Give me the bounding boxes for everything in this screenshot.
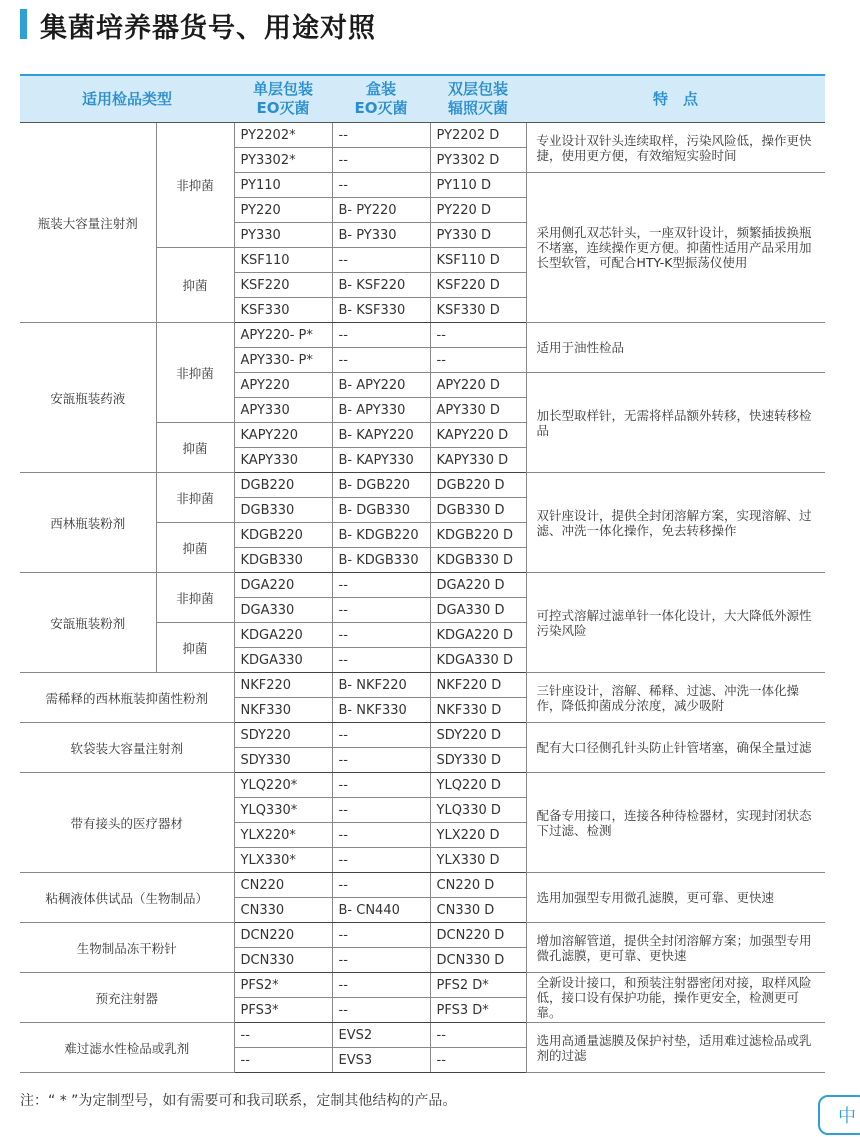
double-irradiation-cell: PY2202 D xyxy=(430,123,526,148)
double-irradiation-cell: DGA220 D xyxy=(430,573,526,598)
single-eo-cell: KAPY220 xyxy=(234,423,332,448)
single-eo-cell: PY2202* xyxy=(234,123,332,148)
page-title: 集菌培养器货号、用途对照 xyxy=(40,13,376,44)
table-row xyxy=(20,123,825,148)
box-eo-cell: B- KSF220 xyxy=(332,273,430,298)
feature-cell: 专业设计双针头连续取样，污染风险低，操作更快捷，使用更方便，有效缩短实验时间 xyxy=(526,123,825,173)
subtype-cell: 非抑菌 xyxy=(156,473,234,523)
double-irradiation-cell: PFS2 D* xyxy=(430,973,526,998)
category-cell: 安瓿瓶装药液 xyxy=(20,323,156,473)
double-irradiation-cell: KDGB330 D xyxy=(430,548,526,573)
box-eo-cell: B- DGB220 xyxy=(332,473,430,498)
feature-cell: 配备专用接口，连接各种待检器材，实现封闭状态下过滤、检测 xyxy=(526,773,825,873)
box-eo-cell: -- xyxy=(332,823,430,848)
subtype-cell: 抑菌 xyxy=(156,623,234,673)
feature-cell: 配有大口径侧孔针头防止针管堵塞，确保全量过滤 xyxy=(526,723,825,773)
double-irradiation-cell: APY220 D xyxy=(430,373,526,398)
header-single: 单层包装 EO灭菌 xyxy=(234,75,332,123)
subtype-cell: 非抑菌 xyxy=(156,323,234,423)
double-irradiation-cell: APY330 D xyxy=(430,398,526,423)
box-eo-cell: B- NKF330 xyxy=(332,698,430,723)
double-irradiation-cell: KDGA220 D xyxy=(430,623,526,648)
single-eo-cell: KAPY330 xyxy=(234,448,332,473)
box-eo-cell: B- KAPY330 xyxy=(332,448,430,473)
box-eo-cell: -- xyxy=(332,573,430,598)
box-eo-cell: -- xyxy=(332,623,430,648)
subtype-cell: 抑菌 xyxy=(156,523,234,573)
table-row xyxy=(20,1023,825,1048)
single-eo-cell: CN330 xyxy=(234,898,332,923)
single-eo-cell: NKF220 xyxy=(234,673,332,698)
table-row xyxy=(20,973,825,998)
feature-cell: 适用于油性检品 xyxy=(526,323,825,373)
table-row xyxy=(20,573,825,598)
single-eo-cell: -- xyxy=(234,1023,332,1048)
single-eo-cell: SDY220 xyxy=(234,723,332,748)
double-irradiation-cell: -- xyxy=(430,348,526,373)
double-irradiation-cell: -- xyxy=(430,323,526,348)
box-eo-cell: -- xyxy=(332,998,430,1023)
box-eo-cell: B- KDGB330 xyxy=(332,548,430,573)
category-cell: 西林瓶装粉剂 xyxy=(20,473,156,573)
double-irradiation-cell: -- xyxy=(430,1048,526,1073)
feature-cell: 选用加强型专用微孔滤膜，更可靠、更快速 xyxy=(526,873,825,923)
single-eo-cell: -- xyxy=(234,1048,332,1073)
single-eo-cell: APY330 xyxy=(234,398,332,423)
category-cell: 软袋装大容量注射剂 xyxy=(20,723,234,773)
double-irradiation-cell: DCN330 D xyxy=(430,948,526,973)
single-eo-cell: KSF220 xyxy=(234,273,332,298)
feature-cell: 三针座设计，溶解、稀释、过滤、冲洗一体化操作，降低抑菌成分浓度，减少吸附 xyxy=(526,673,825,723)
single-eo-cell: PY330 xyxy=(234,223,332,248)
box-eo-cell: -- xyxy=(332,598,430,623)
header-type: 适用检品类型 xyxy=(20,75,234,123)
box-eo-cell: -- xyxy=(332,173,430,198)
single-eo-cell: YLX330* xyxy=(234,848,332,873)
box-eo-cell: -- xyxy=(332,773,430,798)
box-eo-cell: -- xyxy=(332,948,430,973)
feature-cell: 选用高通量滤膜及保护衬垫，适用难过滤检品或乳剂的过滤 xyxy=(526,1023,825,1073)
table-row xyxy=(20,723,825,748)
subtype-cell: 抑菌 xyxy=(156,248,234,323)
box-eo-cell: B- CN440 xyxy=(332,898,430,923)
single-eo-cell: KSF110 xyxy=(234,248,332,273)
single-eo-cell: KSF330 xyxy=(234,298,332,323)
single-eo-cell: KDGB330 xyxy=(234,548,332,573)
footnote: 注：“ * ”为定制型号，如有需要可和我司联系，定制其他结构的产品。 xyxy=(20,1093,457,1109)
table-row xyxy=(20,323,825,348)
subtype-cell: 非抑菌 xyxy=(156,573,234,623)
table-header-row xyxy=(20,75,825,123)
double-irradiation-cell: PFS3 D* xyxy=(430,998,526,1023)
box-eo-cell: -- xyxy=(332,973,430,998)
double-irradiation-cell: KAPY220 D xyxy=(430,423,526,448)
single-eo-cell: APY330- P* xyxy=(234,348,332,373)
box-eo-cell: -- xyxy=(332,123,430,148)
feature-cell: 全新设计接口，和预装注射器密闭对接，取样风险低，接口设有保护功能，操作更安全，检测更可靠。 xyxy=(526,973,825,1023)
double-irradiation-cell: YLQ220 D xyxy=(430,773,526,798)
double-irradiation-cell: KSF110 D xyxy=(430,248,526,273)
single-eo-cell: PY110 xyxy=(234,173,332,198)
feature-cell: 采用侧孔双芯针头，一座双针设计，频繁插拔换瓶不堵塞，连续操作更方便。抑菌性适用产品采用加长型软管，可配合HTY-K型振荡仪使用 xyxy=(526,173,825,323)
box-eo-cell: -- xyxy=(332,848,430,873)
header-feature: 特 点 xyxy=(526,75,825,123)
single-eo-cell: KDGA330 xyxy=(234,648,332,673)
single-eo-cell: PY220 xyxy=(234,198,332,223)
header-double: 双层包装 辐照灭菌 xyxy=(430,75,526,123)
single-eo-cell: DGA330 xyxy=(234,598,332,623)
single-eo-cell: PFS3* xyxy=(234,998,332,1023)
single-eo-cell: APY220 xyxy=(234,373,332,398)
subtype-cell: 非抑菌 xyxy=(156,123,234,248)
box-eo-cell: -- xyxy=(332,323,430,348)
double-irradiation-cell: KDGA330 D xyxy=(430,648,526,673)
single-eo-cell: DCN330 xyxy=(234,948,332,973)
box-eo-cell: -- xyxy=(332,748,430,773)
single-eo-cell: DCN220 xyxy=(234,923,332,948)
single-eo-cell: YLQ330* xyxy=(234,798,332,823)
category-cell: 瓶装大容量注射剂 xyxy=(20,123,156,323)
double-irradiation-cell: KDGB220 D xyxy=(430,523,526,548)
double-irradiation-cell: PY330 D xyxy=(430,223,526,248)
box-eo-cell: EVS3 xyxy=(332,1048,430,1073)
box-eo-cell: B- APY330 xyxy=(332,398,430,423)
double-irradiation-cell: CN220 D xyxy=(430,873,526,898)
box-eo-cell: B- APY220 xyxy=(332,373,430,398)
single-eo-cell: DGA220 xyxy=(234,573,332,598)
double-irradiation-cell: DGB330 D xyxy=(430,498,526,523)
category-cell: 预充注射器 xyxy=(20,973,234,1023)
box-eo-cell: -- xyxy=(332,348,430,373)
double-irradiation-cell: SDY220 D xyxy=(430,723,526,748)
single-eo-cell: PY3302* xyxy=(234,148,332,173)
box-eo-cell: B- KAPY220 xyxy=(332,423,430,448)
box-eo-cell: EVS2 xyxy=(332,1023,430,1048)
box-eo-cell: -- xyxy=(332,723,430,748)
table-row xyxy=(20,673,825,698)
corner-button[interactable]: 中 xyxy=(818,1095,860,1135)
box-eo-cell: B- DGB330 xyxy=(332,498,430,523)
double-irradiation-cell: YLX330 D xyxy=(430,848,526,873)
double-irradiation-cell: PY3302 D xyxy=(430,148,526,173)
box-eo-cell: B- KDGB220 xyxy=(332,523,430,548)
box-eo-cell: -- xyxy=(332,923,430,948)
table-row xyxy=(20,773,825,798)
box-eo-cell: -- xyxy=(332,873,430,898)
double-irradiation-cell: DGA330 D xyxy=(430,598,526,623)
double-irradiation-cell: NKF330 D xyxy=(430,698,526,723)
category-cell: 粘稠液体供试品（生物制品） xyxy=(20,873,234,923)
double-irradiation-cell: -- xyxy=(430,1023,526,1048)
single-eo-cell: DGB330 xyxy=(234,498,332,523)
feature-cell: 增加溶解管道，提供全封闭溶解方案；加强型专用微孔滤膜，更可靠、更快速 xyxy=(526,923,825,973)
box-eo-cell: B- PY330 xyxy=(332,223,430,248)
double-irradiation-cell: KAPY330 D xyxy=(430,448,526,473)
double-irradiation-cell: PY220 D xyxy=(430,198,526,223)
header-box: 盒装 EO灭菌 xyxy=(332,75,430,123)
double-irradiation-cell: YLX220 D xyxy=(430,823,526,848)
title-accent-bar xyxy=(20,9,27,39)
box-eo-cell: B- NKF220 xyxy=(332,673,430,698)
single-eo-cell: YLX220* xyxy=(234,823,332,848)
table-row xyxy=(20,923,825,948)
double-irradiation-cell: YLQ330 D xyxy=(430,798,526,823)
feature-cell: 加长型取样针，无需将样品额外转移，快速转移检品 xyxy=(526,373,825,473)
table-row xyxy=(20,473,825,498)
double-irradiation-cell: CN330 D xyxy=(430,898,526,923)
product-table xyxy=(20,74,825,1073)
double-irradiation-cell: SDY330 D xyxy=(430,748,526,773)
double-irradiation-cell: KSF220 D xyxy=(430,273,526,298)
box-eo-cell: B- PY220 xyxy=(332,198,430,223)
single-eo-cell: YLQ220* xyxy=(234,773,332,798)
category-cell: 需稀释的西林瓶装抑菌性粉剂 xyxy=(20,673,234,723)
box-eo-cell: -- xyxy=(332,148,430,173)
single-eo-cell: NKF330 xyxy=(234,698,332,723)
double-irradiation-cell: NKF220 D xyxy=(430,673,526,698)
box-eo-cell: -- xyxy=(332,248,430,273)
category-cell: 生物制品冻干粉针 xyxy=(20,923,234,973)
feature-cell: 可控式溶解过滤单针一体化设计，大大降低外源性污染风险 xyxy=(526,573,825,673)
single-eo-cell: SDY330 xyxy=(234,748,332,773)
double-irradiation-cell: DCN220 D xyxy=(430,923,526,948)
box-eo-cell: -- xyxy=(332,798,430,823)
double-irradiation-cell: KSF330 D xyxy=(430,298,526,323)
subtype-cell: 抑菌 xyxy=(156,423,234,473)
double-irradiation-cell: DGB220 D xyxy=(430,473,526,498)
single-eo-cell: CN220 xyxy=(234,873,332,898)
box-eo-cell: -- xyxy=(332,648,430,673)
category-cell: 带有接头的医疗器材 xyxy=(20,773,234,873)
single-eo-cell: KDGB220 xyxy=(234,523,332,548)
single-eo-cell: DGB220 xyxy=(234,473,332,498)
category-cell: 难过滤水性检品或乳剂 xyxy=(20,1023,234,1073)
box-eo-cell: B- KSF330 xyxy=(332,298,430,323)
feature-cell: 双针座设计，提供全封闭溶解方案，实现溶解、过滤、冲洗一体化操作，免去转移操作 xyxy=(526,473,825,573)
single-eo-cell: KDGA220 xyxy=(234,623,332,648)
table-row xyxy=(20,873,825,898)
single-eo-cell: APY220- P* xyxy=(234,323,332,348)
double-irradiation-cell: PY110 D xyxy=(430,173,526,198)
category-cell: 安瓿瓶装粉剂 xyxy=(20,573,156,673)
single-eo-cell: PFS2* xyxy=(234,973,332,998)
